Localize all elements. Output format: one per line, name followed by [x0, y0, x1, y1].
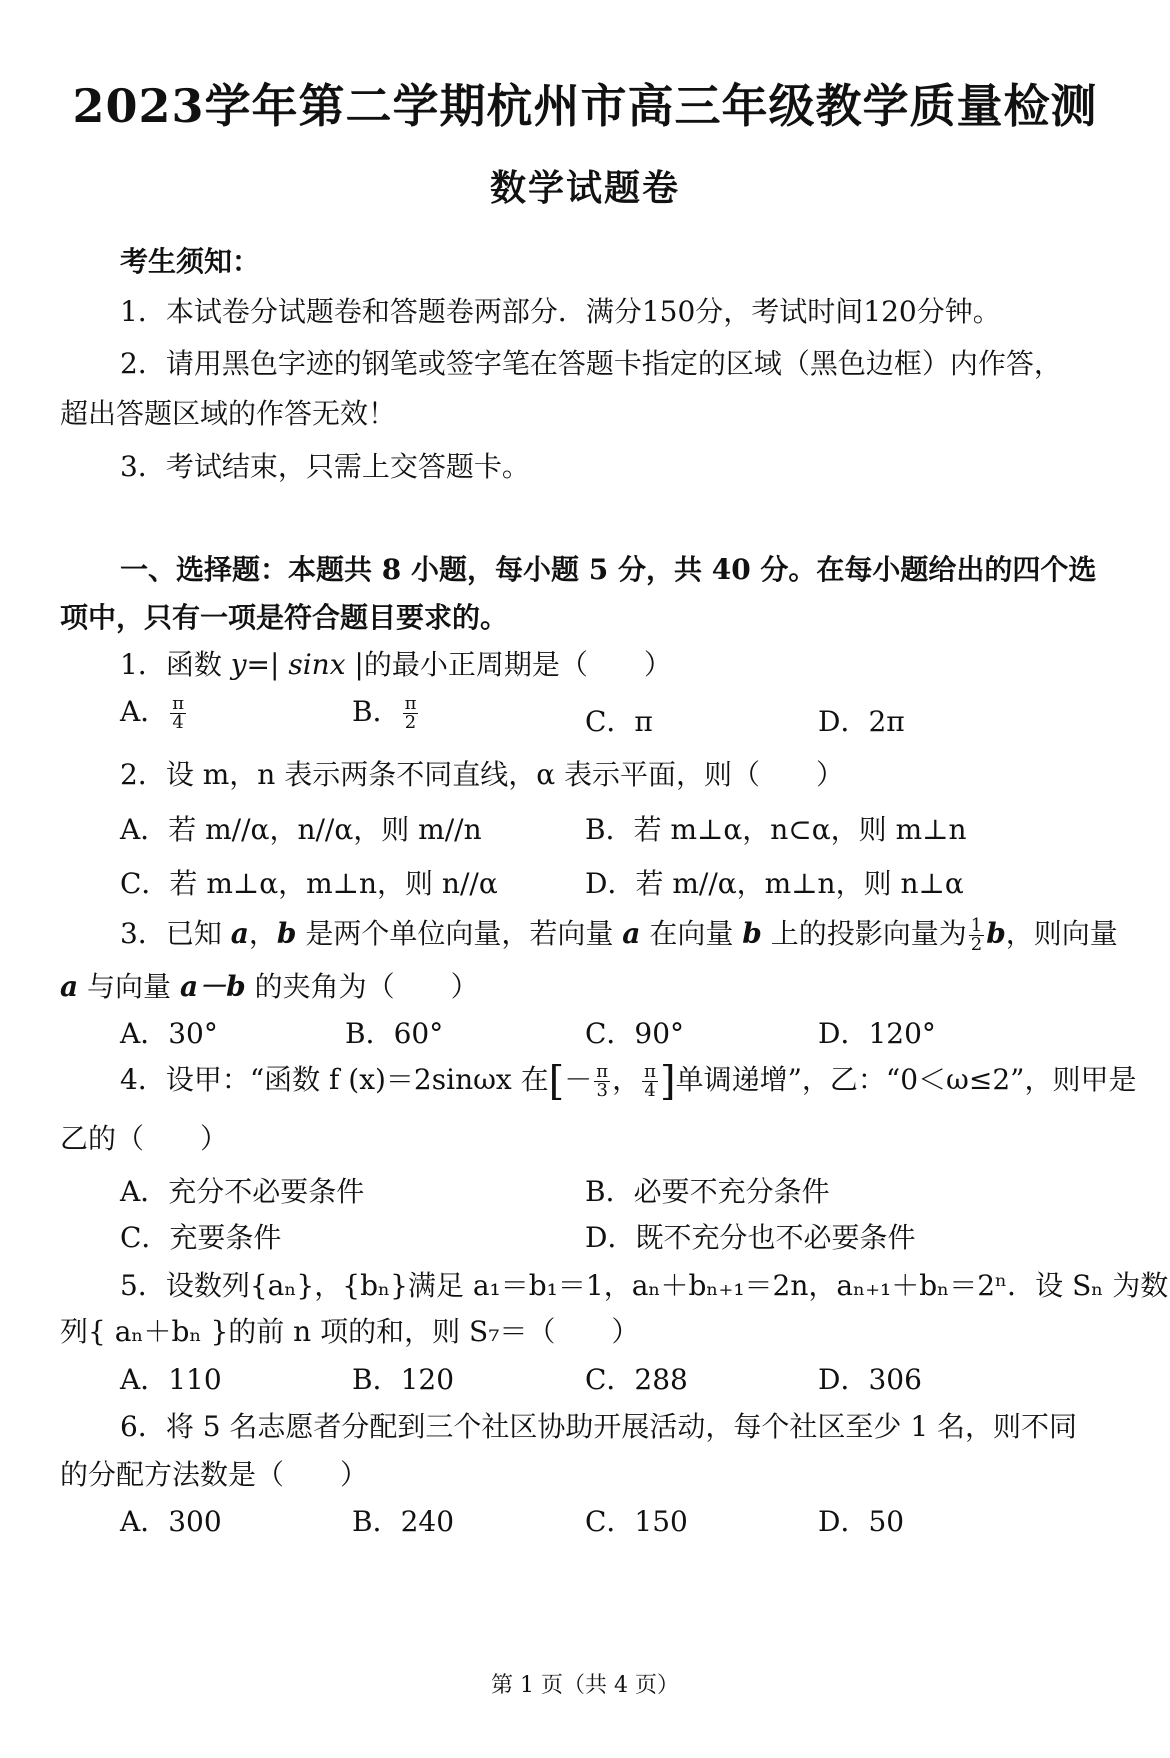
question-1-stem: 1．函数 y=| sinx |的最小正周期是（ ） — [120, 648, 672, 681]
notice-item-1: 1．本试卷分试题卷和答题卷两部分．满分150分，考试时间120分钟。 — [120, 295, 1001, 328]
question-1-option-c: C．π — [585, 705, 653, 738]
notice-heading: 考生须知： — [120, 245, 261, 278]
question-3-option-d: D．120° — [818, 1017, 936, 1050]
question-2-option-a: A．若 m//α，n//α，则 m//n — [120, 813, 482, 846]
question-1-option-d: D．2π — [818, 705, 905, 738]
question-5-option-c: C．288 — [585, 1363, 688, 1396]
question-4-stem-line-2: 乙的（ ） — [60, 1122, 229, 1155]
question-6-option-b: B．240 — [352, 1505, 455, 1538]
question-4-option-d: D．既不充分也不必要条件 — [585, 1221, 916, 1254]
question-2-option-c: C．若 m⊥α，m⊥n，则 n//α — [120, 867, 498, 900]
question-4-option-b: B．必要不充分条件 — [585, 1175, 830, 1208]
question-4-option-c: C．充要条件 — [120, 1221, 282, 1254]
question-6-stem-line-2: 的分配方法数是（ ） — [60, 1458, 369, 1491]
notice-item-3: 3．考试结束，只需上交答题卡。 — [120, 450, 530, 483]
question-6-stem-line-1: 6．将 5 名志愿者分配到三个社区协助开展活动，每个社区至少 1 名，则不同 — [120, 1410, 1078, 1443]
question-6-option-c: C．150 — [585, 1505, 688, 1538]
question-3-option-a: A．30° — [120, 1017, 218, 1050]
question-4-option-a: A．充分不必要条件 — [120, 1175, 365, 1208]
question-3-stem-line-2: a 与向量 a－b 的夹角为（ ） — [60, 970, 479, 1003]
question-5-option-b: B．120 — [352, 1363, 455, 1396]
question-1-option-b: B． $\frac{\pi}{2}$ — [352, 693, 417, 733]
question-3-option-c: C．90° — [585, 1017, 685, 1050]
question-5-option-d: D．306 — [818, 1363, 922, 1396]
question-2-option-b: B．若 m⊥α，n⊂α，则 m⊥n — [585, 813, 967, 846]
question-4-stem-line-1: 4．设甲：“函数 f (x)＝2sinωx 在[－ $\frac{\pi}{3}$ ， $\frac{\pi}{4}$ ]单调递增”，乙：“0＜ω≤2”，则甲是 — [120, 1058, 1137, 1105]
question-6-option-a: A．300 — [120, 1505, 222, 1538]
question-3-stem-line-1: 3．已知 a，b 是两个单位向量，若向量 a 在向量 b 上的投影向量为 $\frac{1}{2}$ b，则向量 — [120, 915, 1118, 955]
question-6-option-d: D．50 — [818, 1505, 905, 1538]
question-5-stem-line-2: 列{ aₙ＋bₙ }的前 n 项的和，则 S₇＝（ ） — [60, 1315, 640, 1348]
page-number: 第 1 页（共 4 页） — [491, 1673, 679, 1698]
exam-subtitle: 数学试题卷 — [489, 167, 680, 209]
question-5-stem-line-1: 5．设数列{aₙ}，{bₙ}满足 a₁＝b₁＝1，aₙ＋bₙ₊₁＝2n，aₙ₊₁＋bₙ＝2ⁿ．设 Sₙ 为数 — [120, 1269, 1169, 1302]
question-3-option-b: B．60° — [345, 1017, 444, 1050]
question-1-option-a: A． $\frac{\pi}{4}$ — [120, 693, 185, 733]
question-2-stem: 2．设 m，n 表示两条不同直线，α 表示平面，则（ ） — [120, 758, 845, 791]
question-2-option-d: D．若 m//α，m⊥n，则 n⊥α — [585, 867, 964, 900]
question-5-option-a: A．110 — [120, 1363, 222, 1396]
exam-title: 2023学年第二学期杭州市高三年级教学质量检测 — [72, 79, 1098, 133]
notice-item-2-line-2: 超出答题区域的作答无效！ — [60, 397, 397, 430]
notice-item-2-line-1: 2．请用黑色字迹的钢笔或签字笔在答题卡指定的区域（黑色边框）内作答， — [120, 347, 1062, 380]
section-1-intro-line-1: 一、选择题：本题共 8 小题，每小题 5 分，共 40 分。在每小题给出的四个选 — [120, 553, 1097, 586]
section-1-intro-line-2: 项中，只有一项是符合题目要求的。 — [60, 601, 509, 634]
